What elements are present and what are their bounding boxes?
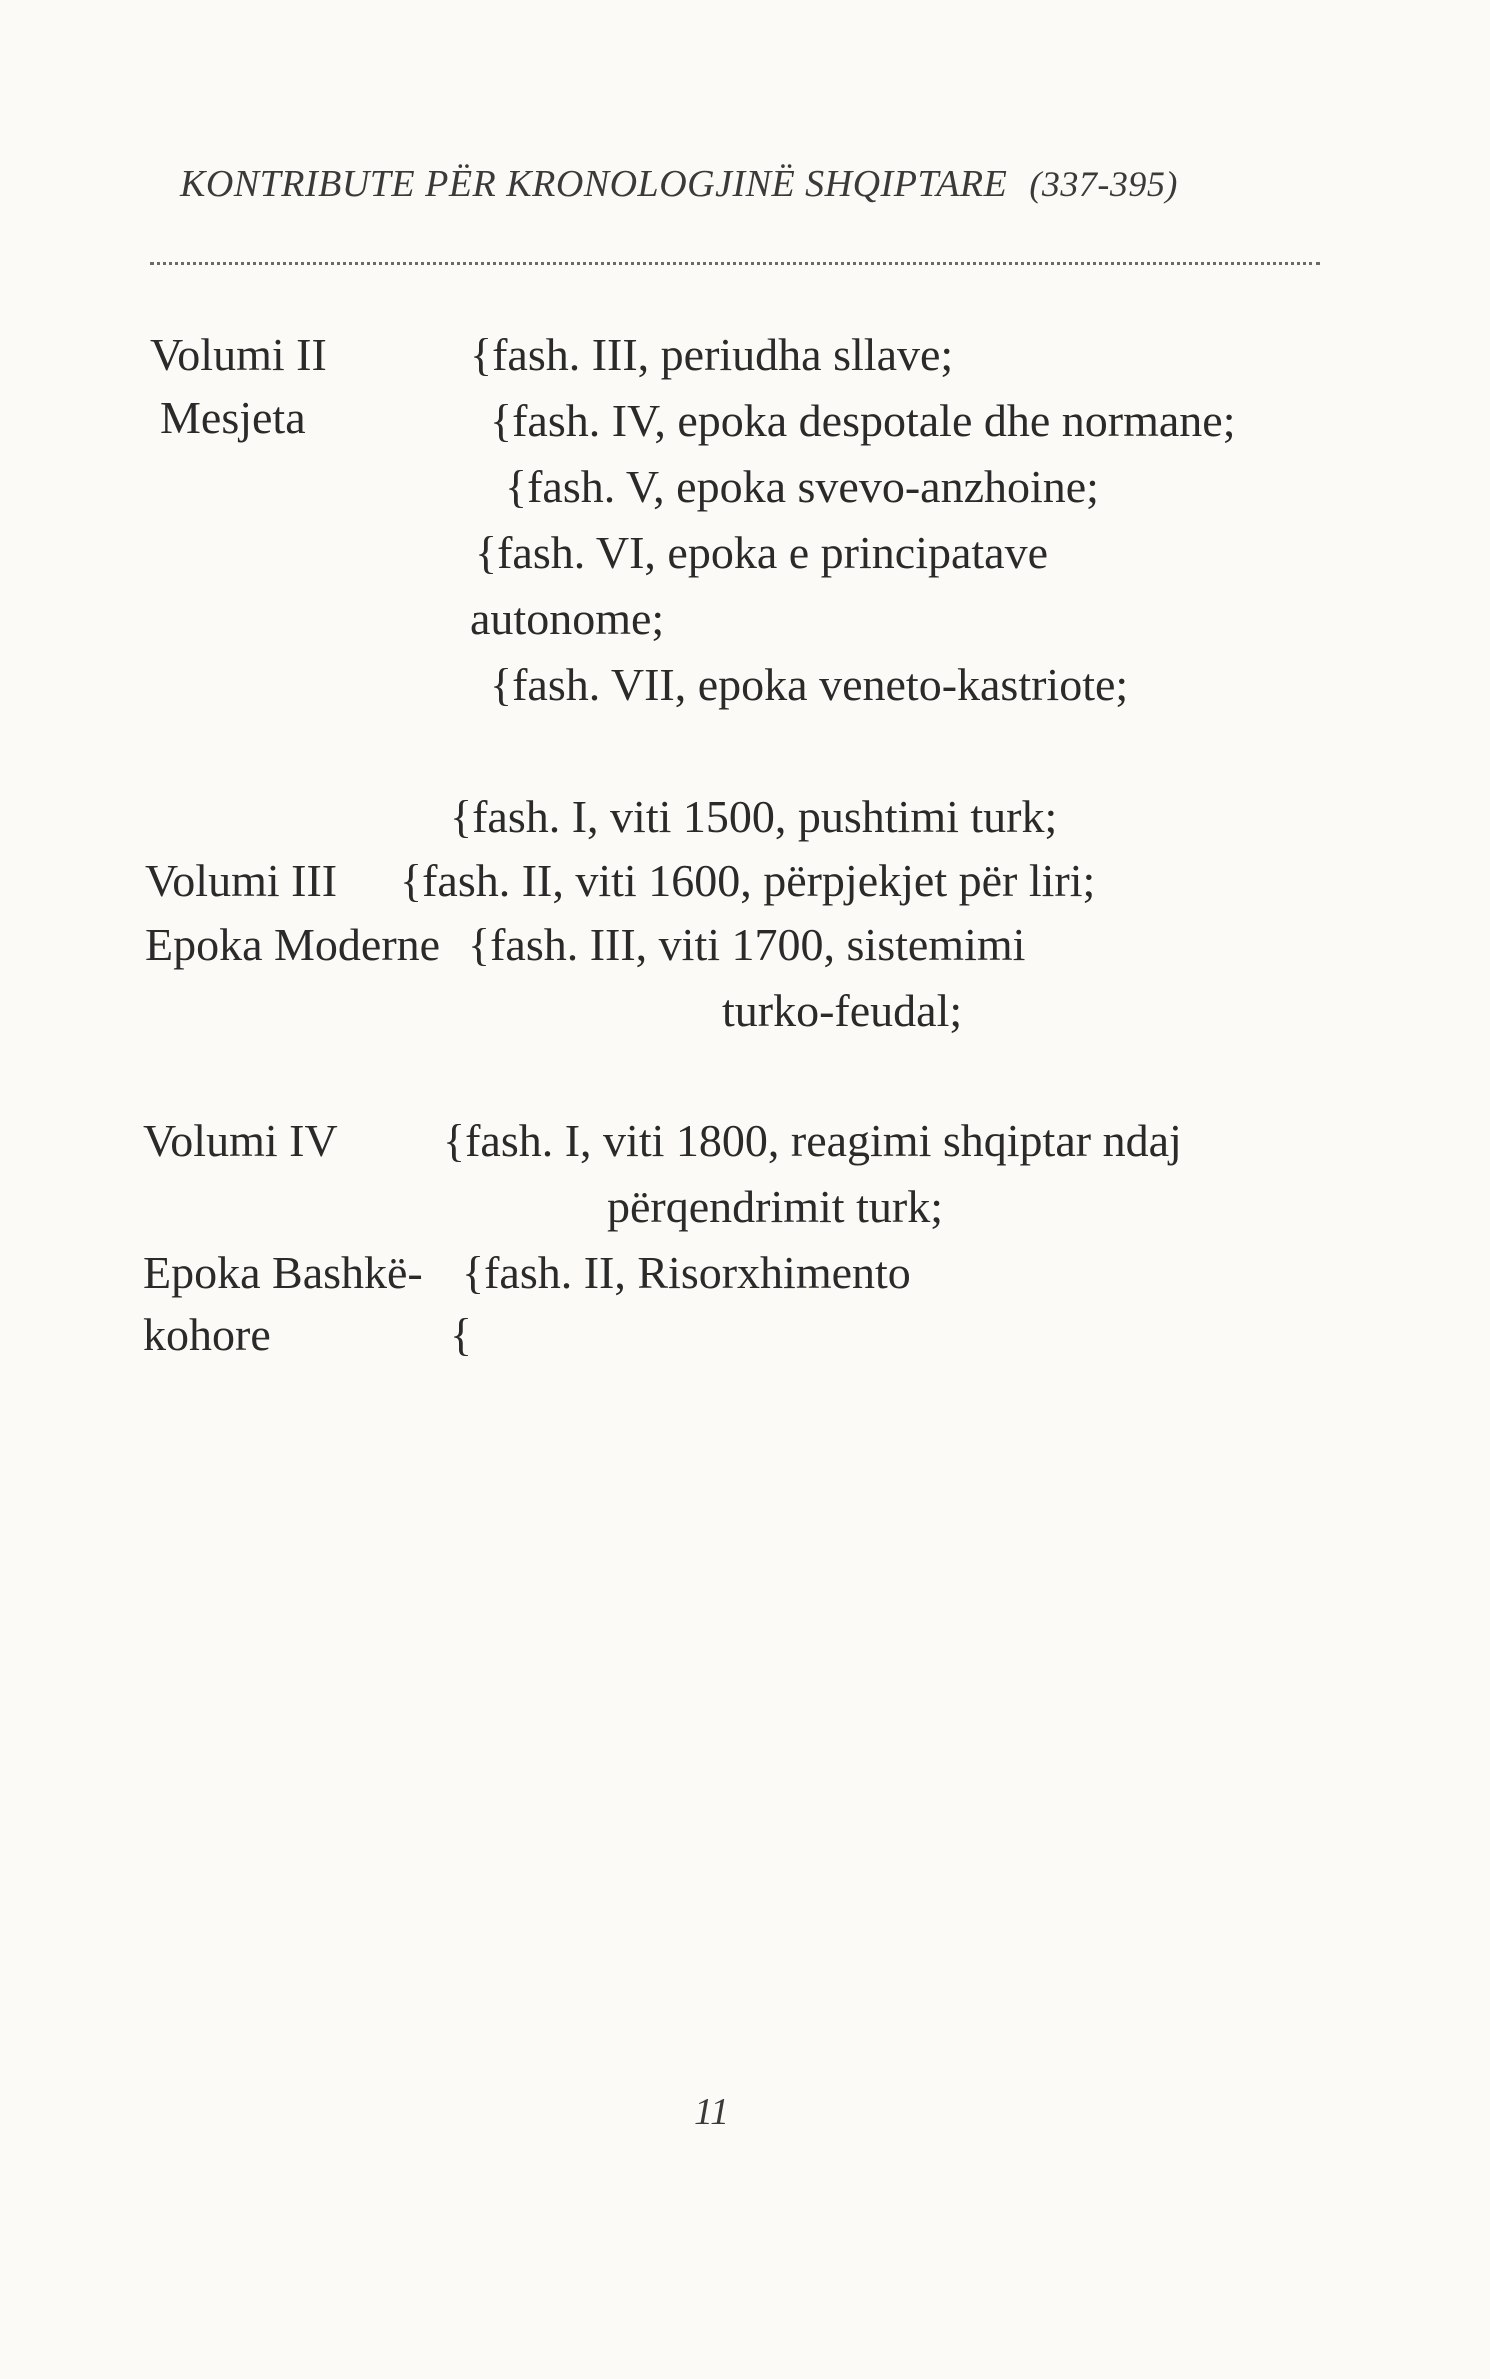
volume-4-subtitle: Epoka Bashkë- <box>143 1247 423 1298</box>
volume-3-title: Volumi III <box>145 855 338 906</box>
volume-4-line: përqendrimit turk; <box>607 1181 943 1232</box>
volume-2-line: {fash. VI, epoka e principatave <box>475 527 1049 578</box>
volume-4-line: {fash. I, viti 1800, reagimi shqiptar ndaj <box>443 1115 1182 1166</box>
volume-2-title: Volumi II <box>150 329 327 380</box>
volume-3-line: {fash. II, viti 1600, përpjekjet për liri; <box>400 855 1096 906</box>
volume-3-line: {fash. III, viti 1700, sistemimi <box>468 919 1026 970</box>
volume-2-line: {fash. VII, epoka veneto-kastriote; <box>490 659 1129 710</box>
dotted-divider <box>150 262 1320 265</box>
volume-4-title: Volumi IV <box>143 1115 338 1166</box>
page-number: 11 <box>694 2091 730 2133</box>
volume-3-subtitle: Epoka Moderne <box>145 919 441 970</box>
header-range: (337-395) <box>1029 164 1178 204</box>
volume-2-line: {fash. V, epoka svevo-anzhoine; <box>505 461 1099 512</box>
volume-2-subtitle: Mesjeta <box>160 392 306 443</box>
volume-3-line: turko-feudal; <box>722 985 963 1036</box>
running-header <box>180 162 1178 206</box>
volume-3-line: {fash. I, viti 1500, pushtimi turk; <box>450 791 1058 842</box>
volume-2-line: {fash. III, periudha sllave; <box>470 329 954 380</box>
volume-4-brace: { <box>450 1309 473 1360</box>
volume-2-line: autonome; <box>470 593 665 644</box>
volume-2-line: {fash. IV, epoka despotale dhe normane; <box>490 395 1236 446</box>
header-title: KONTRIBUTE PËR KRONOLOGJINË SHQIPTARE <box>180 163 1008 205</box>
volume-4-subtitle-cont: kohore <box>143 1309 271 1360</box>
volume-4-line: {fash. II, Risorxhimento <box>462 1247 911 1298</box>
